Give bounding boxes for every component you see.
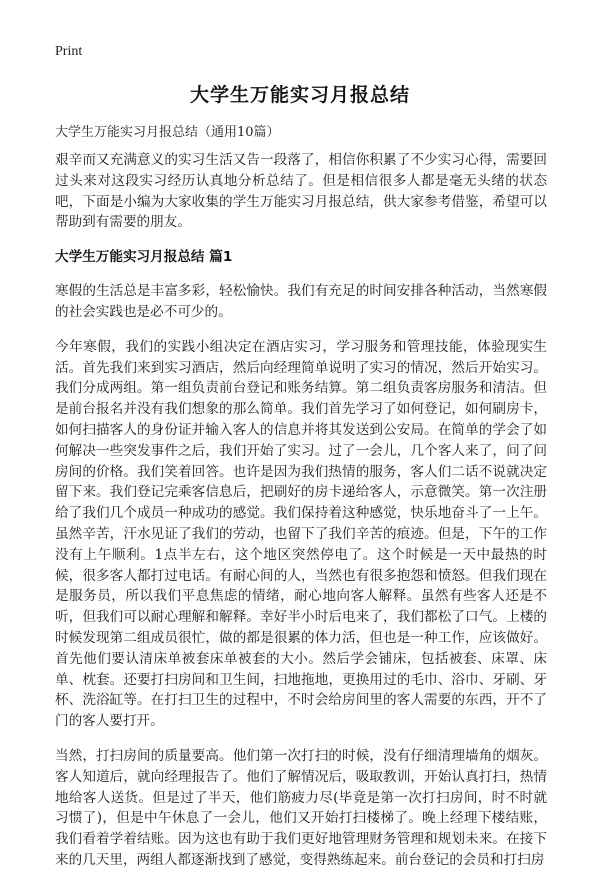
document-subtitle: 大学生万能实习月报总结（通用10篇） <box>55 125 280 140</box>
page-title: 大学生万能实习月报总结 <box>189 84 410 106</box>
section-heading: 大学生万能实习月报总结 篇1 <box>55 249 233 266</box>
article-body <box>55 150 547 885</box>
body-paragraph-3: 当然，打扫房间的质量要高。他们第一次打扫的时候，没有仔细清理墙角的烟灰。客人知道后，就向经理报告了。他们了解情况后，吸取教训，开始认真打扫，热情地给客人送货。但是过了半天，他们筋疲力尽(毕竟是第一次打扫房间，时不时就习惯了)，但是中午休息了一会儿，他们又开始打扫楼梯了。晚上经理下楼结账，我们看着学着结账。因为这也有助于我们更好地管理财务管理和规划未来。在接下来的几天里，两组人都逐渐找到了感觉，变得熟练起来。前台登记的会员和打扫房 <box>55 747 547 868</box>
print-link[interactable]: Print <box>55 44 83 59</box>
body-paragraph-2: 今年寒假，我们的实践小组决定在酒店实习，学习服务和管理技能，体验现实生活。首先我们来到实习酒店，然后向经理简单说明了实习的情况，然后开始实习。我们分成两组。第一组负责前台登记和账务结算。第二组负责客房服务和清洁。但是前台报名并没有我们想象的那么简单。我们首先学习了如何登记，如何刷房卡，如何扫描客人的身份证并输入客人的信息并将其发送到公安局。在简单的学会了如何解决一些突发事件之后，我们开始了实习。过了一会儿，几个客人来了，问了问房间的价格。我们笑着回答。也许是因为我们热情的服务，客人们二话不说就决定留下来。我们登记完乘客信息后，把刷好的房卡递给客人，示意微笑。第一次注册给了我们几个成员一种成功的感觉。我们保持着这种感觉，快乐地奋斗了一上午。虽然辛苦，汗水见证了我们的劳动，也留下了我们辛苦的痕迹。但是，下午的工作没有上午顺利。1点半左右，这个地区突然停电了。这个时候是一天中最热的时候，很多客人都打过电话。有耐心间的人，当然也有很多抱怨和愤怒。但我们现在是服务员，所以我们平息焦虑的情绪，耐心地向客人解释。虽然有些客人还是不听，但我们可以耐心理解和解释。幸好半小时后电来了，我们都松了口气。上楼的时候发现第二组成员很忙，做的都是很累的体力活，但也是一种工作，应该做好。首先他们要认清床单被套床单被套的大小。然后学会铺床，包括被套、床罩、床单、枕套。还要打扫房间和卫生间，扫地拖地，更换用过的毛巾、浴巾、牙刷、牙杯、洗浴缸等。在打扫卫生的过程中，不时会给房间里的客人需要的东西，开不了门的客人要打开。 <box>55 338 547 730</box>
body-paragraph-1: 寒假的生活总是丰富多彩，轻松愉快。我们有充足的时间安排各种活动，当然寒假的社会实践也是必不可少的。 <box>55 283 547 320</box>
intro-paragraph: 艰辛而又充满意义的实习生活又告一段落了，相信你积累了不少实习心得，需要回过头来对这段实习经历认真地分析总结了。但是相信很多人都是毫无头绪的状态吧，下面是小编为大家收集的学生万能实习月报总结，供大家参考借鉴，希望可以帮助到有需要的朋友。 <box>55 152 547 231</box>
